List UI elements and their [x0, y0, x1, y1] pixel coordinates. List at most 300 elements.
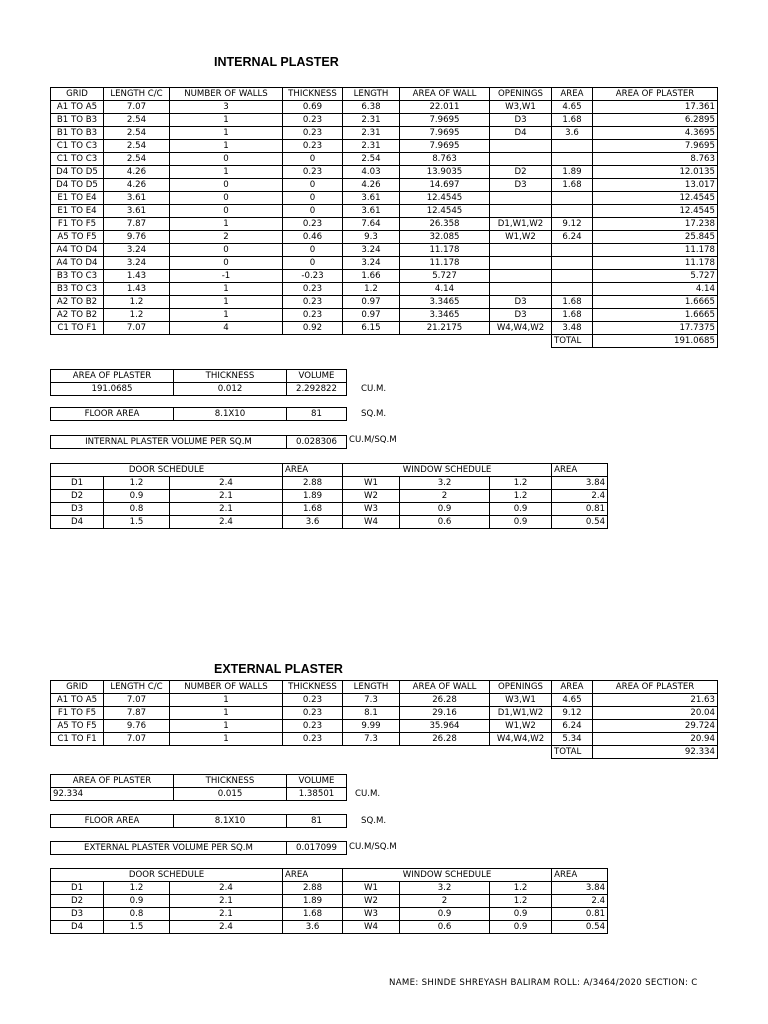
table-cell: 2.31 [343, 127, 400, 140]
table-row [51, 733, 718, 746]
table-cell: 3 [170, 101, 283, 114]
empty-cell [400, 335, 490, 348]
table-cell [490, 270, 552, 283]
table-cell [552, 140, 593, 153]
table-cell: 0 [170, 244, 283, 257]
table-cell: 2.31 [343, 140, 400, 153]
table-cell: 0.23 [283, 694, 343, 707]
table-cell: D4 [51, 921, 104, 934]
table-cell: B1 TO B3 [51, 127, 104, 140]
floor-area-dims: 8.1X10 [174, 408, 287, 421]
table-cell: 3.24 [104, 244, 170, 257]
table-cell: 1 [170, 720, 283, 733]
volume-header: AREA OF PLASTER [51, 775, 174, 788]
table-cell: 0 [283, 257, 343, 270]
table-cell: 0.9 [490, 921, 552, 934]
table-cell: 11.178 [400, 257, 490, 270]
table-cell [490, 205, 552, 218]
table-cell: D4 [490, 127, 552, 140]
external-plaster-table [50, 680, 718, 759]
table-cell: 3.61 [343, 205, 400, 218]
table-cell: 0.23 [283, 166, 343, 179]
table-cell: 20.04 [593, 707, 718, 720]
table-cell: 1 [170, 296, 283, 309]
table-row [51, 788, 347, 801]
table-cell: 13.017 [593, 179, 718, 192]
table-cell: 0.9 [490, 516, 552, 529]
table-cell: 1 [170, 140, 283, 153]
table-row [51, 205, 718, 218]
table-cell: 0.23 [283, 140, 343, 153]
table-cell: 17.7375 [593, 322, 718, 335]
table-row [51, 257, 718, 270]
table-cell: 9.76 [104, 720, 170, 733]
volume-header: AREA OF PLASTER [51, 370, 174, 383]
table-cell: 4.14 [593, 283, 718, 296]
table-cell: 13.9035 [400, 166, 490, 179]
table-row [51, 882, 608, 895]
table-cell: 4 [170, 322, 283, 335]
table-cell: A1 TO A5 [51, 694, 104, 707]
table-row [51, 464, 608, 477]
column-header: GRID [51, 88, 104, 101]
table-cell: 0 [170, 192, 283, 205]
floor-area-value: 81 [287, 408, 347, 421]
table-cell: 2.88 [283, 882, 343, 895]
table-cell: A4 TO D4 [51, 244, 104, 257]
column-header: AREA [552, 88, 593, 101]
table-cell: 29.16 [400, 707, 490, 720]
table-row [51, 218, 718, 231]
table-cell: B3 TO C3 [51, 270, 104, 283]
column-header: LENGTH [343, 88, 400, 101]
table-cell: 7.9695 [400, 127, 490, 140]
column-header: GRID [51, 681, 104, 694]
table-row [51, 88, 718, 101]
table-cell: 6.15 [343, 322, 400, 335]
table-row [51, 244, 718, 257]
table-cell: 0.23 [283, 218, 343, 231]
table-cell: 1.43 [104, 283, 170, 296]
table-cell: 7.3 [343, 733, 400, 746]
table-cell: 1.68 [283, 503, 343, 516]
column-header: AREA OF WALL [400, 681, 490, 694]
table-cell: 0 [170, 179, 283, 192]
table-cell: 1.89 [283, 490, 343, 503]
table-cell: 3.6 [283, 921, 343, 934]
table-cell: 2.54 [104, 153, 170, 166]
table-cell: 6.2895 [593, 114, 718, 127]
table-cell: 1.6665 [593, 296, 718, 309]
table-cell: 9.12 [552, 707, 593, 720]
table-cell: 3.61 [104, 205, 170, 218]
volume-header: VOLUME [287, 370, 347, 383]
table-cell: 9.99 [343, 720, 400, 733]
table-cell: 4.26 [104, 166, 170, 179]
table-cell: 2.54 [104, 114, 170, 127]
table-cell: 2.4 [170, 921, 283, 934]
table-cell: 8.763 [400, 153, 490, 166]
table-cell: 1 [170, 114, 283, 127]
external-schedule-table [50, 868, 608, 934]
column-header: NUMBER OF WALLS [170, 88, 283, 101]
column-header: LENGTH C/C [104, 88, 170, 101]
table-cell: 7.9695 [593, 140, 718, 153]
table-cell: 4.65 [552, 101, 593, 114]
table-cell: W1 [343, 882, 400, 895]
volume-cell: 92.334 [51, 788, 174, 801]
table-row [51, 408, 347, 421]
empty-cell [104, 335, 170, 348]
table-cell: E1 TO E4 [51, 205, 104, 218]
total-value: 92.334 [593, 746, 718, 759]
table-cell: B1 TO B3 [51, 114, 104, 127]
table-cell: 6.38 [343, 101, 400, 114]
table-cell: 1.2 [490, 882, 552, 895]
volume-per-sqm-value: 0.028306 [287, 436, 347, 449]
table-cell: 9.76 [104, 231, 170, 244]
table-row [51, 477, 608, 490]
table-cell: 1 [170, 309, 283, 322]
volume-cell: 0.015 [174, 788, 287, 801]
table-cell: W3,W1 [490, 101, 552, 114]
table-cell: D4 TO D5 [51, 166, 104, 179]
table-row [51, 775, 347, 788]
table-cell: C1 TO C3 [51, 153, 104, 166]
table-cell: 2 [400, 895, 490, 908]
table-cell: 0.97 [343, 309, 400, 322]
table-cell: 1 [170, 694, 283, 707]
table-row [51, 436, 347, 449]
column-header: THICKNESS [283, 88, 343, 101]
table-cell: 2.1 [170, 503, 283, 516]
table-cell: W4,W4,W2 [490, 322, 552, 335]
table-cell: 6.24 [552, 231, 593, 244]
empty-cell [51, 746, 104, 759]
table-cell: 0.9 [400, 503, 490, 516]
table-cell: W4,W4,W2 [490, 733, 552, 746]
table-cell: 1.2 [104, 309, 170, 322]
table-cell: 1.2 [343, 283, 400, 296]
table-cell: 0.23 [283, 733, 343, 746]
table-cell: 11.178 [593, 244, 718, 257]
table-cell: D3 [490, 296, 552, 309]
column-header: AREA OF WALL [400, 88, 490, 101]
table-row [51, 270, 718, 283]
floor-area-dims: 8.1X10 [174, 815, 287, 828]
table-cell: 1 [170, 218, 283, 231]
table-cell: 3.6 [283, 516, 343, 529]
total-label: TOTAL [552, 335, 593, 348]
table-row [51, 720, 718, 733]
table-cell: 4.03 [343, 166, 400, 179]
table-cell: F1 TO F5 [51, 707, 104, 720]
table-cell: 3.24 [343, 244, 400, 257]
table-cell: 2.54 [343, 153, 400, 166]
table-cell: 2.1 [170, 490, 283, 503]
column-header: AREA [552, 681, 593, 694]
internal-plaster-table [50, 87, 718, 348]
table-cell [490, 140, 552, 153]
table-cell [552, 153, 593, 166]
table-cell: A1 TO A5 [51, 101, 104, 114]
table-cell: 8.1 [343, 707, 400, 720]
table-cell [552, 192, 593, 205]
table-row [51, 694, 718, 707]
table-cell: 1.2 [490, 490, 552, 503]
table-cell: 0.23 [283, 296, 343, 309]
volume-unit: CU.M. [355, 789, 381, 799]
table-cell: 2.54 [104, 127, 170, 140]
table-cell [490, 283, 552, 296]
table-cell: 1.68 [552, 296, 593, 309]
table-cell: 0 [283, 179, 343, 192]
table-cell: -0.23 [283, 270, 343, 283]
table-cell: 0.46 [283, 231, 343, 244]
table-cell: 1.2 [490, 477, 552, 490]
table-cell: 0.8 [104, 908, 170, 921]
table-cell: D2 [490, 166, 552, 179]
table-cell: 0.6 [400, 516, 490, 529]
table-row [51, 296, 718, 309]
table-row [51, 503, 608, 516]
table-cell: 1.89 [283, 895, 343, 908]
table-cell: 9.3 [343, 231, 400, 244]
table-cell: 0.9 [104, 895, 170, 908]
table-cell: 0 [170, 257, 283, 270]
table-cell: 0 [283, 153, 343, 166]
volume-cell: 0.012 [174, 383, 287, 396]
table-cell [552, 205, 593, 218]
table-row [51, 114, 718, 127]
table-cell: 3.61 [343, 192, 400, 205]
table-cell: 7.9695 [400, 140, 490, 153]
empty-cell [343, 746, 400, 759]
table-row [51, 322, 718, 335]
table-cell: D1,W1,W2 [490, 707, 552, 720]
table-cell: 3.3465 [400, 296, 490, 309]
table-cell: W2 [343, 490, 400, 503]
table-row [51, 370, 347, 383]
table-row [51, 192, 718, 205]
table-cell: 11.178 [400, 244, 490, 257]
column-header: LENGTH [343, 681, 400, 694]
floor-area-unit: SQ.M. [361, 816, 387, 826]
table-cell: 5.727 [593, 270, 718, 283]
table-cell: A5 TO F5 [51, 720, 104, 733]
table-cell [552, 244, 593, 257]
table-cell: 3.61 [104, 192, 170, 205]
table-cell: D2 [51, 895, 104, 908]
table-row [51, 490, 608, 503]
external-volume-table [50, 774, 347, 801]
table-cell: C1 TO C3 [51, 140, 104, 153]
volume-per-sqm-value: 0.017099 [287, 842, 347, 855]
table-cell: 7.64 [343, 218, 400, 231]
floor-area-label: FLOOR AREA [51, 815, 174, 828]
table-row [51, 283, 718, 296]
column-header: AREA OF PLASTER [593, 681, 718, 694]
table-cell: 2.31 [343, 114, 400, 127]
table-cell: 0.9 [400, 908, 490, 921]
table-cell: 2.4 [170, 516, 283, 529]
table-cell: D4 [51, 516, 104, 529]
table-cell: 0.69 [283, 101, 343, 114]
table-cell: 22.011 [400, 101, 490, 114]
table-cell: 7.07 [104, 733, 170, 746]
table-cell: 0.23 [283, 707, 343, 720]
table-cell: D3 [490, 309, 552, 322]
table-cell: D3 [490, 114, 552, 127]
table-cell: 0.6 [400, 921, 490, 934]
empty-cell [490, 746, 552, 759]
area-header: AREA [283, 869, 343, 882]
table-cell: 7.3 [343, 694, 400, 707]
table-cell: 7.07 [104, 101, 170, 114]
table-cell [490, 192, 552, 205]
column-header: AREA OF PLASTER [593, 88, 718, 101]
table-cell: 0.8 [104, 503, 170, 516]
column-header: NUMBER OF WALLS [170, 681, 283, 694]
table-cell: 0.54 [552, 516, 608, 529]
door-schedule-header: DOOR SCHEDULE [51, 464, 283, 477]
table-cell: 3.3465 [400, 309, 490, 322]
table-cell: 25.845 [593, 231, 718, 244]
table-cell: 12.4545 [593, 192, 718, 205]
table-cell: D3 [51, 908, 104, 921]
table-cell: 1.2 [104, 296, 170, 309]
table-cell: 4.65 [552, 694, 593, 707]
table-cell [490, 153, 552, 166]
table-cell: 9.12 [552, 218, 593, 231]
column-header: OPENINGS [490, 88, 552, 101]
volume-per-sqm-unit: CU.M/SQ.M [349, 435, 397, 445]
table-cell: 26.358 [400, 218, 490, 231]
table-cell: D3 [490, 179, 552, 192]
table-cell: 3.84 [552, 882, 608, 895]
table-cell: 1.5 [104, 921, 170, 934]
table-row [51, 231, 718, 244]
empty-cell [170, 335, 283, 348]
table-cell: 32.085 [400, 231, 490, 244]
table-cell: 1.2 [490, 895, 552, 908]
volume-cell: 191.0685 [51, 383, 174, 396]
table-cell: 1 [170, 127, 283, 140]
table-cell: 3.24 [343, 257, 400, 270]
external-volume-per-sqm-table [50, 841, 347, 855]
table-cell: 1.66 [343, 270, 400, 283]
table-cell: D3 [51, 503, 104, 516]
table-cell [490, 244, 552, 257]
table-cell: 4.26 [104, 179, 170, 192]
table-row [51, 179, 718, 192]
empty-cell [283, 335, 343, 348]
table-cell: 7.87 [104, 218, 170, 231]
empty-cell [170, 746, 283, 759]
table-row [51, 140, 718, 153]
table-cell: 1.68 [283, 908, 343, 921]
table-cell: 1 [170, 707, 283, 720]
table-cell: 0.23 [283, 283, 343, 296]
table-cell: C1 TO F1 [51, 322, 104, 335]
volume-per-sqm-unit: CU.M/SQ.M [349, 842, 397, 852]
table-cell: 6.24 [552, 720, 593, 733]
table-cell: 0.9 [490, 503, 552, 516]
table-cell: 29.724 [593, 720, 718, 733]
table-cell: 3.84 [552, 477, 608, 490]
table-cell: A4 TO D4 [51, 257, 104, 270]
area-header: AREA [552, 464, 608, 477]
table-cell: 26.28 [400, 694, 490, 707]
empty-cell [400, 746, 490, 759]
table-cell: 2.88 [283, 477, 343, 490]
door-schedule-header: DOOR SCHEDULE [51, 869, 283, 882]
table-cell: W4 [343, 921, 400, 934]
table-cell: 3.48 [552, 322, 593, 335]
table-row [51, 153, 718, 166]
table-cell: 0.92 [283, 322, 343, 335]
empty-cell [51, 335, 104, 348]
table-cell: B3 TO C3 [51, 283, 104, 296]
table-cell: D1,W1,W2 [490, 218, 552, 231]
table-cell: 2 [170, 231, 283, 244]
table-row [51, 908, 608, 921]
table-cell: 7.9695 [400, 114, 490, 127]
table-row [51, 127, 718, 140]
table-cell: 20.94 [593, 733, 718, 746]
table-cell: 17.361 [593, 101, 718, 114]
table-cell: 0.9 [490, 908, 552, 921]
table-cell: 2.1 [170, 908, 283, 921]
table-cell: 11.178 [593, 257, 718, 270]
table-cell: D4 TO D5 [51, 179, 104, 192]
table-cell: 0 [170, 205, 283, 218]
internal-volume-per-sqm-table [50, 435, 347, 449]
empty-cell [283, 746, 343, 759]
table-cell [552, 270, 593, 283]
table-cell: 1.5 [104, 516, 170, 529]
external-floor-area-table [50, 814, 347, 828]
floor-area-label: FLOOR AREA [51, 408, 174, 421]
table-cell: 21.2175 [400, 322, 490, 335]
table-cell: 4.3695 [593, 127, 718, 140]
internal-schedule-table [50, 463, 608, 529]
table-cell: 1.2 [104, 882, 170, 895]
table-cell: 12.4545 [400, 205, 490, 218]
table-row [51, 707, 718, 720]
empty-cell [104, 746, 170, 759]
table-cell: -1 [170, 270, 283, 283]
table-cell: 0.81 [552, 503, 608, 516]
table-cell: 26.28 [400, 733, 490, 746]
table-cell: A5 TO F5 [51, 231, 104, 244]
volume-per-sqm-label: EXTERNAL PLASTER VOLUME PER SQ.M [51, 842, 287, 855]
table-cell: 0.23 [283, 309, 343, 322]
table-cell: 0 [170, 153, 283, 166]
volume-header: THICKNESS [174, 775, 287, 788]
table-row [51, 921, 608, 934]
table-cell: 1 [170, 166, 283, 179]
table-cell: C1 TO F1 [51, 733, 104, 746]
table-cell: 2.54 [104, 140, 170, 153]
table-cell: A2 TO B2 [51, 309, 104, 322]
table-row [51, 815, 347, 828]
table-cell: 4.26 [343, 179, 400, 192]
table-cell: 12.4545 [593, 205, 718, 218]
column-header: OPENINGS [490, 681, 552, 694]
table-cell: W1 [343, 477, 400, 490]
empty-cell [343, 335, 400, 348]
